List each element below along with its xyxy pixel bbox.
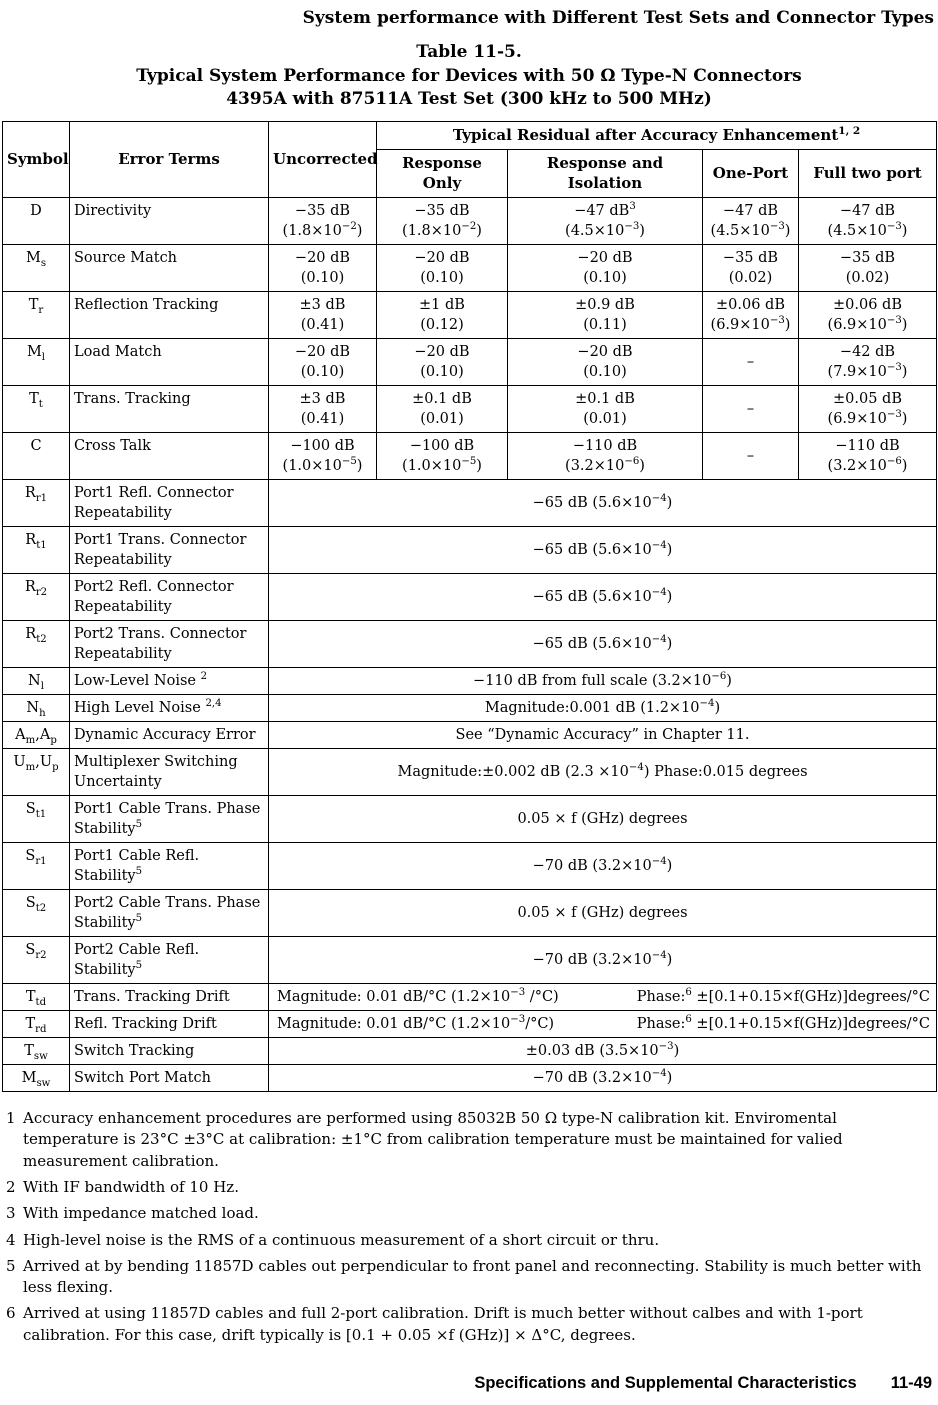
- symbol-cell: $M_{sw}$: [3, 1065, 70, 1092]
- value-cell: −100 dB $(1.0\times 10^{-5})$: [269, 433, 377, 480]
- value-cell: −35 dB (0.02): [703, 245, 799, 292]
- error-term-cell: Port1 Cable Trans. Phase Stability$^5$: [70, 796, 269, 843]
- error-term-row: [3, 722, 937, 749]
- symbol-cell: $R_{r2}$: [3, 574, 70, 621]
- value-cell: −47 dB $(4.5\times 10^{-3})$: [799, 198, 937, 245]
- symbol-cell: $T_{td}$: [3, 984, 70, 1011]
- error-term-cell: Low-Level Noise $^2$: [70, 668, 269, 695]
- symbol-cell: $S_{r2}$: [3, 937, 70, 984]
- error-term-row: [3, 668, 937, 695]
- error-term-row: [3, 695, 937, 722]
- symbol-cell: C: [3, 433, 70, 480]
- error-term-row: [3, 621, 937, 668]
- value-cell: ±0.1 dB (0.01): [377, 386, 508, 433]
- footnote: [6, 1230, 934, 1251]
- footnote: [6, 1203, 934, 1224]
- value-cell: −65 dB $(5.6\times 10^{-4})$: [269, 574, 937, 621]
- footer-text: Specifications and Supplemental Characteristics: [474, 1374, 857, 1392]
- symbol-cell: $R_{r1}$: [3, 480, 70, 527]
- error-term-row: [3, 386, 937, 433]
- error-term-cell: Port2 Cable Trans. Phase Stability$^5$: [70, 890, 269, 937]
- error-term-row: [3, 984, 937, 1011]
- error-term-row: [3, 937, 937, 984]
- footnote-text: Arrived at by bending 11857D cables out perpendicular to front panel and reconnecting. Stability is much better with less flexing.: [23, 1256, 922, 1297]
- footnote-number: 5: [6, 1256, 16, 1275]
- footnote-text: With impedance matched load.: [23, 1204, 259, 1223]
- symbol-cell: $U_m,U_p$: [3, 749, 70, 796]
- value-cell: −65 dB $(5.6\times 10^{-4})$: [269, 480, 937, 527]
- symbol-cell: $S_{r1}$: [3, 843, 70, 890]
- value-cell: −47 dB $(4.5\times 10^{-3})$: [703, 198, 799, 245]
- value-cell: ±3 dB (0.41): [269, 386, 377, 433]
- error-term-cell: Source Match: [70, 245, 269, 292]
- error-term-cell: Directivity: [70, 198, 269, 245]
- error-term-cell: Trans. Tracking Drift: [70, 984, 269, 1011]
- error-term-cell: High Level Noise $^{2,4}$: [70, 695, 269, 722]
- col-header-error-terms: Error Terms: [70, 122, 269, 198]
- magnitude-value: Magnitude: 0.01 dB/°C ($1.2\times 10^{-3}$ /°C): [277, 987, 559, 1006]
- table-title: Typical System Performance for Devices with 50 Ω Type-N Connectors: [136, 66, 802, 86]
- col-header-uncorrected: Uncorrected: [269, 122, 377, 198]
- error-term-row: [3, 1011, 937, 1038]
- error-term-cell: Port2 Trans. Connector Repeatability: [70, 621, 269, 668]
- col-header-residual-group: [377, 122, 937, 150]
- value-cell: Magnitude:±0.002 dB $(2.3 \times 10^{-4})$ Phase:0.015 degrees: [269, 749, 937, 796]
- symbol-cell: $N_h$: [3, 695, 70, 722]
- footnote-number: 4: [6, 1230, 16, 1249]
- value-cell: −110 dB from full scale $(3.2\times 10^{-6})$: [269, 668, 937, 695]
- symbol-cell: $T_{sw}$: [3, 1038, 70, 1065]
- error-term-cell: Refl. Tracking Drift: [70, 1011, 269, 1038]
- value-cell: ±0.9 dB (0.11): [508, 292, 703, 339]
- table-body: [3, 198, 937, 1092]
- phase-value: Phase:$^6$ ±[0.1+0.15×f(GHz)]degrees/°C: [636, 1014, 931, 1033]
- error-term-cell: Switch Tracking: [70, 1038, 269, 1065]
- value-cell: −65 dB $(5.6\times 10^{-4})$: [269, 527, 937, 574]
- col-header-response-isolation: Response and Isolation: [508, 149, 703, 197]
- error-term-row: [3, 843, 937, 890]
- value-cell: −35 dB $(1.8\times 10^{-2})$: [377, 198, 508, 245]
- value-cell: −20 dB (0.10): [508, 245, 703, 292]
- value-cell: −20 dB (0.10): [377, 339, 508, 386]
- symbol-cell: $T_t$: [3, 386, 70, 433]
- symbol-cell: D: [3, 198, 70, 245]
- page-footer: [474, 1374, 932, 1393]
- col-header-one-port: One-Port: [703, 149, 799, 197]
- error-term-row: [3, 480, 937, 527]
- footnote-text: With IF bandwidth of 10 Hz.: [23, 1177, 239, 1196]
- footer-page-number: 11-49: [890, 1374, 932, 1392]
- phase-value: Phase:$^6$ ±[0.1+0.15×f(GHz)]degrees/°C: [636, 987, 931, 1006]
- value-cell: −42 dB $(7.9\times 10^{-3})$: [799, 339, 937, 386]
- error-term-row: [3, 292, 937, 339]
- value-cell: Magnitude:0.001 dB $(1.2\times 10^{-4})$: [269, 695, 937, 722]
- error-term-row: [3, 198, 937, 245]
- table-label: Table 11-5.: [416, 42, 522, 62]
- value-cell: ±1 dB (0.12): [377, 292, 508, 339]
- symbol-cell: $S_{t1}$: [3, 796, 70, 843]
- error-term-cell: Cross Talk: [70, 433, 269, 480]
- footnote: [6, 1303, 934, 1346]
- error-term-cell: Port2 Cable Refl. Stability$^5$: [70, 937, 269, 984]
- col-header-symbol: Symbol: [3, 122, 70, 198]
- symbol-cell: $A_m,A_p$: [3, 722, 70, 749]
- symbol-cell: $R_{t1}$: [3, 527, 70, 574]
- value-cell: ±0.03 dB $(3.5\times 10^{-3})$: [269, 1038, 937, 1065]
- value-cell: [269, 1011, 937, 1038]
- value-cell: −65 dB $(5.6\times 10^{-4})$: [269, 621, 937, 668]
- value-cell: −100 dB $(1.0\times 10^{-5})$: [377, 433, 508, 480]
- value-cell: −70 dB $(3.2\times 10^{-4})$: [269, 843, 937, 890]
- footnote-number: 1: [6, 1109, 16, 1128]
- footnote-text: Accuracy enhancement procedures are performed using 85032B 50 Ω type-N calibration kit. Enviromental temperature is 23°C ±3°C at calibration: ±1°C from calibration temperature must be maintained for valied measurement calibration.: [23, 1109, 843, 1170]
- value-cell: ±0.06 dB $(6.9\times 10^{-3})$: [799, 292, 937, 339]
- header-row-1: [3, 122, 937, 150]
- value-cell: ±0.05 dB $(6.9\times 10^{-3})$: [799, 386, 937, 433]
- value-cell: –: [703, 339, 799, 386]
- footnotes: [6, 1108, 934, 1346]
- footnote: [6, 1256, 934, 1299]
- error-term-cell: Port1 Refl. Connector Repeatability: [70, 480, 269, 527]
- value-cell: ±0.1 dB (0.01): [508, 386, 703, 433]
- value-cell: −70 dB $(3.2\times 10^{-4})$: [269, 937, 937, 984]
- value-cell: −47 $dB^3$ $(4.5\times 10^{-3})$: [508, 198, 703, 245]
- symbol-cell: $N_l$: [3, 668, 70, 695]
- table-header: [3, 122, 937, 198]
- value-cell: 0.05 × f (GHz) degrees: [269, 890, 937, 937]
- col-header-full-two-port: Full two port: [799, 149, 937, 197]
- value-cell: −110 dB $(3.2\times 10^{-6})$: [508, 433, 703, 480]
- footnote-number: 6: [6, 1304, 16, 1323]
- error-term-row: [3, 574, 937, 621]
- error-term-row: [3, 245, 937, 292]
- error-term-cell: Port1 Cable Refl. Stability$^5$: [70, 843, 269, 890]
- value-cell: –: [703, 433, 799, 480]
- value-cell: −70 dB $(3.2\times 10^{-4})$: [269, 1065, 937, 1092]
- error-term-row: [3, 796, 937, 843]
- running-head: System performance with Different Test Sets and Connector Types: [302, 8, 934, 28]
- symbol-cell: $T_{rd}$: [3, 1011, 70, 1038]
- value-cell: −110 dB $(3.2\times 10^{-6})$: [799, 433, 937, 480]
- error-term-cell: Multiplexer Switching Uncertainty: [70, 749, 269, 796]
- error-term-row: [3, 339, 937, 386]
- error-term-row: [3, 433, 937, 480]
- value-cell: [269, 984, 937, 1011]
- error-term-row: [3, 527, 937, 574]
- error-term-cell: Port2 Refl. Connector Repeatability: [70, 574, 269, 621]
- error-term-row: [3, 1065, 937, 1092]
- value-cell: 0.05 × f (GHz) degrees: [269, 796, 937, 843]
- value-cell: −20 dB (0.10): [269, 339, 377, 386]
- table-subtitle: 4395A with 87511A Test Set (300 kHz to 500 MHz): [226, 89, 712, 109]
- symbol-cell: $M_s$: [3, 245, 70, 292]
- error-term-cell: Dynamic Accuracy Error: [70, 722, 269, 749]
- error-term-cell: Switch Port Match: [70, 1065, 269, 1092]
- error-term-row: [3, 1038, 937, 1065]
- value-cell: –: [703, 386, 799, 433]
- value-cell: See “Dynamic Accuracy” in Chapter 11.: [269, 722, 937, 749]
- value-cell: −20 dB (0.10): [508, 339, 703, 386]
- symbol-cell: $S_{t2}$: [3, 890, 70, 937]
- footnote-number: 2: [6, 1177, 16, 1196]
- value-cell: −35 dB $(1.8\times 10^{-2})$: [269, 198, 377, 245]
- symbol-cell: $M_l$: [3, 339, 70, 386]
- spec-table: [2, 121, 937, 1092]
- value-cell: −20 dB (0.10): [269, 245, 377, 292]
- error-term-row: [3, 890, 937, 937]
- footnote-text: Arrived at using 11857D cables and full 2-port calibration. Drift is much better without calbes and with 1-port calibration. For this case, drift typically is [0.1 + 0.05 ×f (GHz)] × Δ°C, degrees.: [23, 1304, 863, 1344]
- footnote: [6, 1177, 934, 1198]
- symbol-cell: $R_{t2}$: [3, 621, 70, 668]
- symbol-cell: $T_r$: [3, 292, 70, 339]
- footnote-text: High-level noise is the RMS of a continuous measurement of a short circuit or thru.: [23, 1230, 660, 1249]
- footnote-number: 3: [6, 1204, 16, 1223]
- error-term-cell: Port1 Trans. Connector Repeatability: [70, 527, 269, 574]
- magnitude-value: Magnitude: 0.01 dB/°C $(1.2\times 10^{-3}/^\circ C)$: [277, 1014, 555, 1033]
- value-cell: −20 dB (0.10): [377, 245, 508, 292]
- value-cell: ±0.06 dB $(6.9\times 10^{-3})$: [703, 292, 799, 339]
- value-cell: ±3 dB (0.41): [269, 292, 377, 339]
- col-header-response-only: Response Only: [377, 149, 508, 197]
- error-term-cell: Load Match: [70, 339, 269, 386]
- residual-group-label: Typical Residual after Accuracy Enhancement: [452, 126, 839, 144]
- error-term-cell: Trans. Tracking: [70, 386, 269, 433]
- residual-group-footnote-marker: 1, 2: [838, 125, 861, 137]
- value-cell: −35 dB (0.02): [799, 245, 937, 292]
- error-term-cell: Reflection Tracking: [70, 292, 269, 339]
- footnote: [6, 1108, 934, 1172]
- error-term-row: [3, 749, 937, 796]
